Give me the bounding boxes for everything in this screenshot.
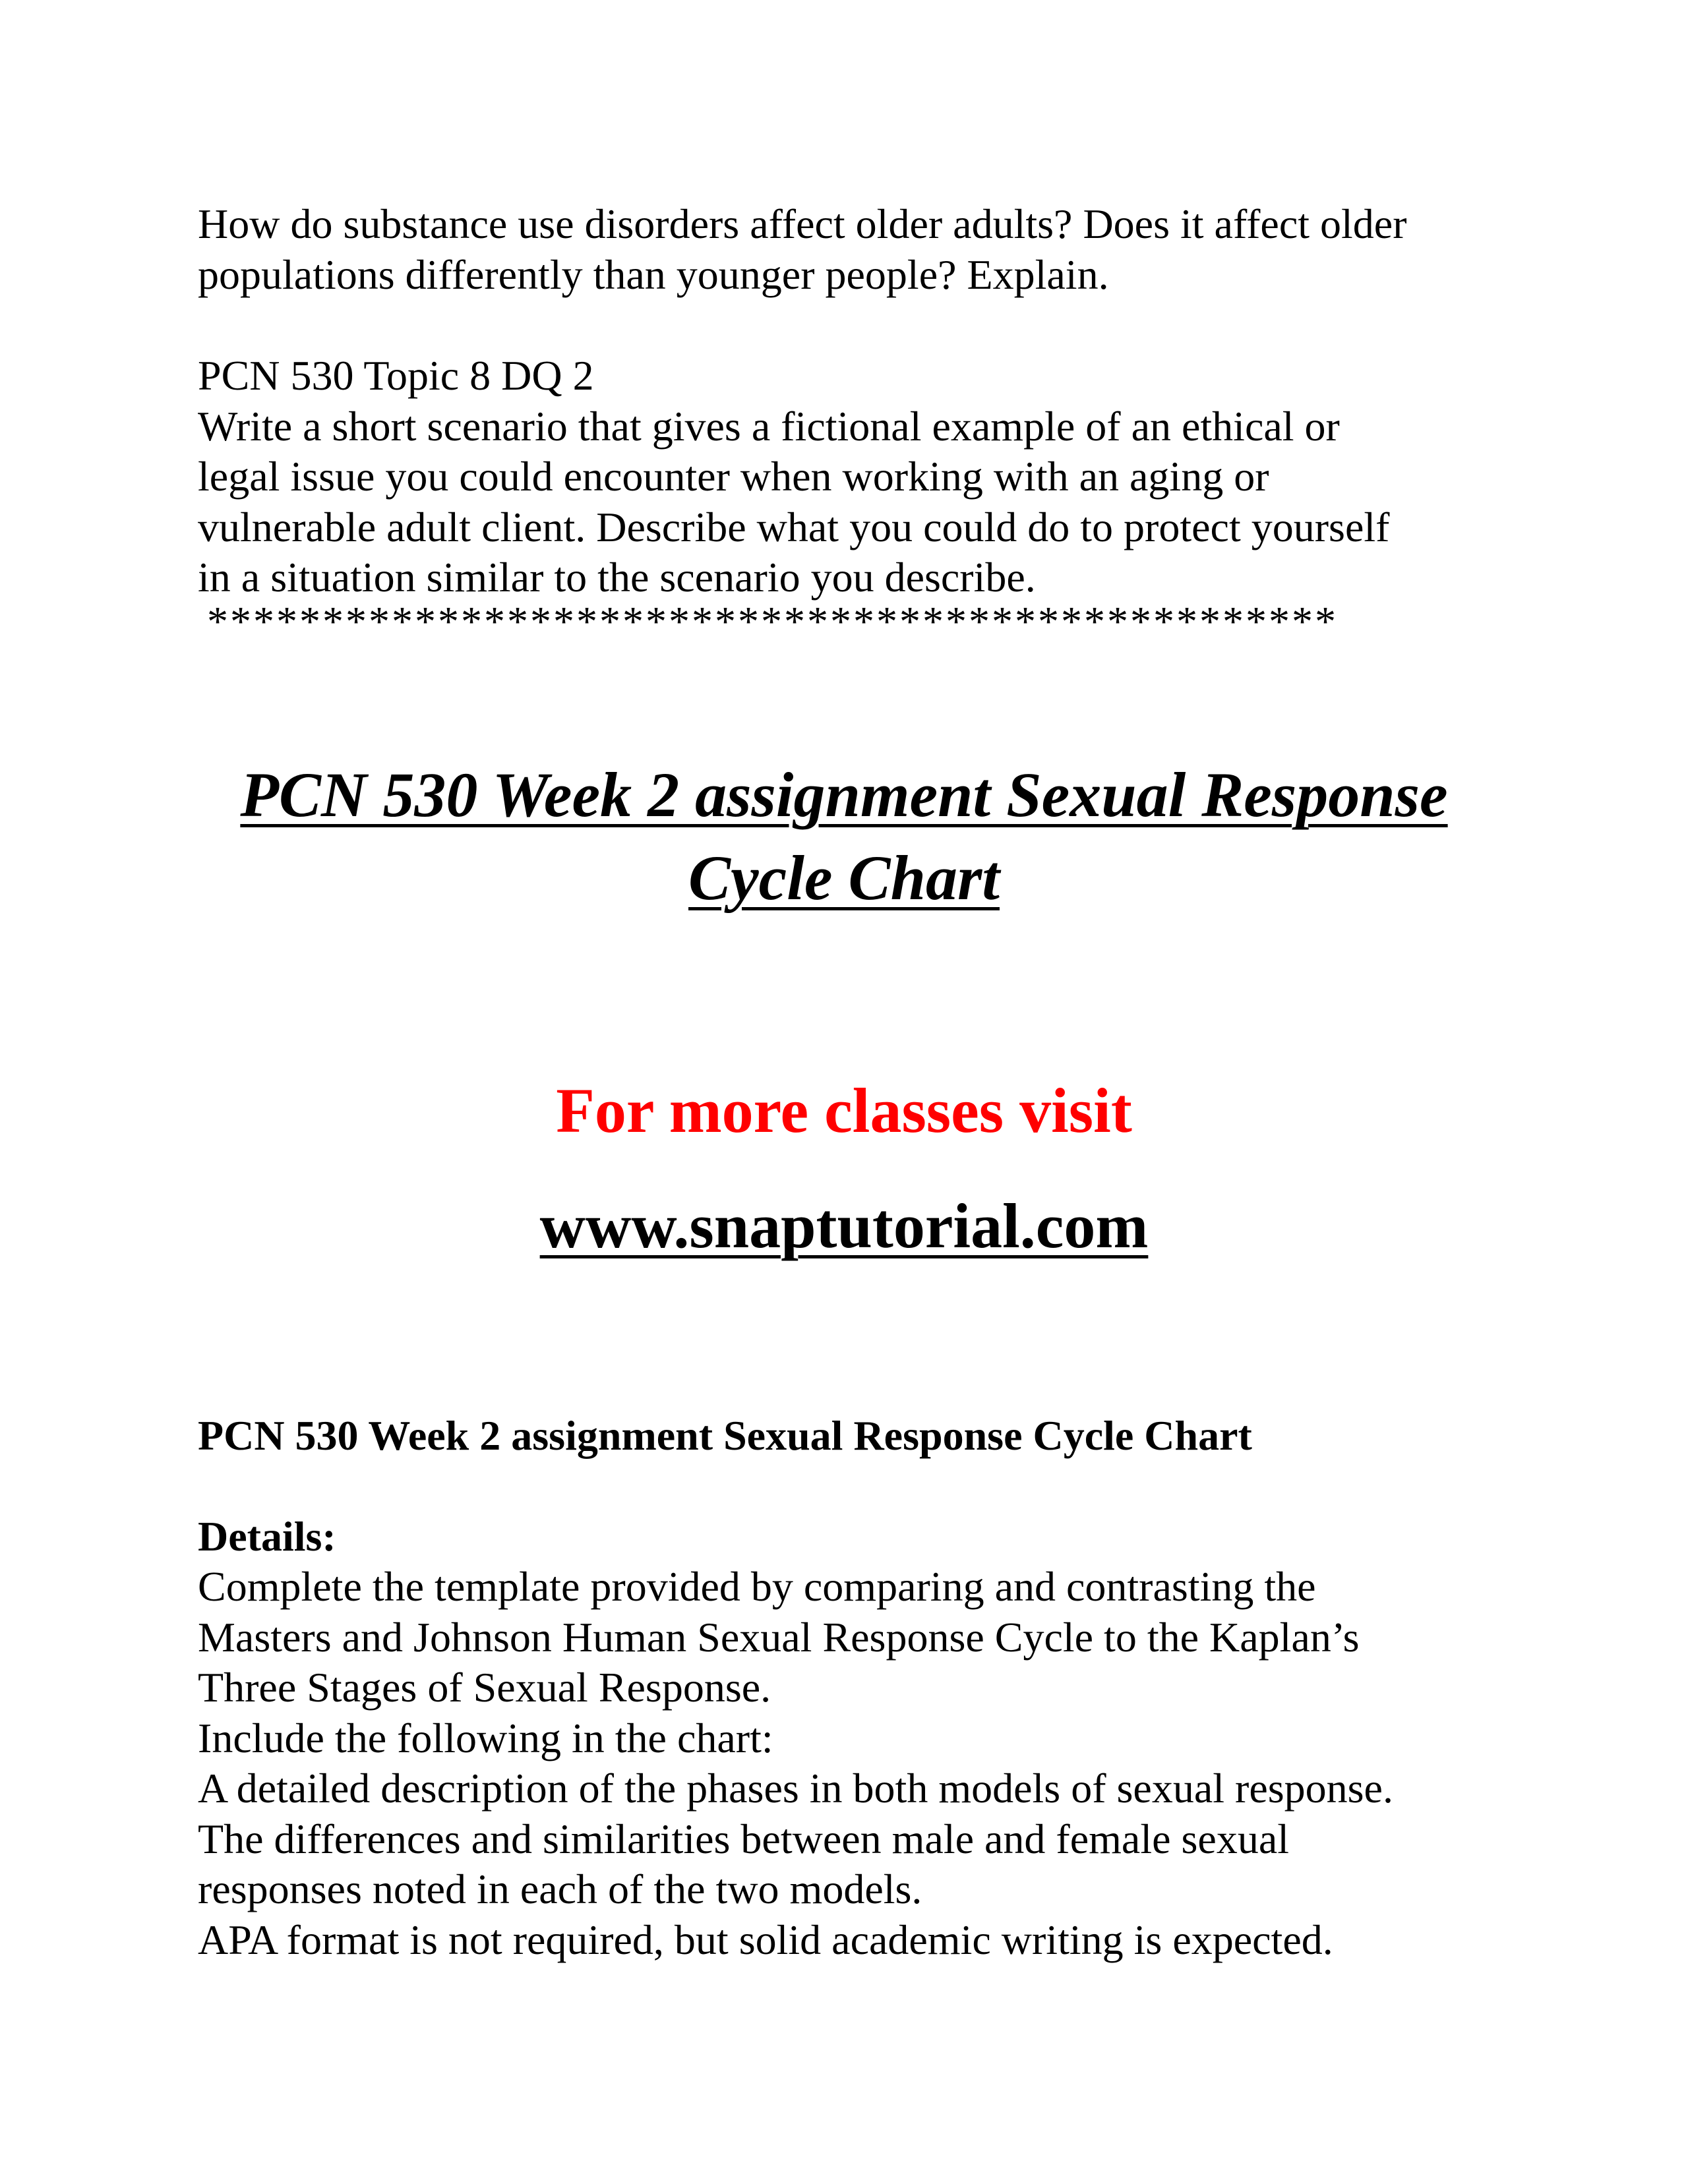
details-line: Include the following in the chart: — [198, 1714, 773, 1761]
dq-line: vulnerable adult client. Describe what you could do to protect yourself — [198, 503, 1390, 550]
details-line: APA format is not required, but solid academic writing is expected. — [198, 1916, 1333, 1963]
intro-question — [198, 199, 1490, 300]
details-heading: Details: — [198, 1513, 336, 1560]
assignment-subtitle: PCN 530 Week 2 assignment Sexual Response Cycle Chart — [198, 1412, 1252, 1459]
dq-line: Write a short scenario that gives a fictional example of an ethical or — [198, 402, 1340, 450]
details-line: Three Stages of Sexual Response. — [198, 1664, 771, 1711]
promo-text: For more classes visit — [556, 1075, 1132, 1146]
page-title-line: Cycle Chart — [688, 842, 1000, 913]
page-title-line: PCN 530 Week 2 assignment Sexual Response — [240, 759, 1448, 830]
dq-heading: PCN 530 Topic 8 DQ 2 — [198, 352, 594, 399]
asterisk-separator: ************************************************* — [207, 598, 1338, 645]
details-line: responses noted in each of the two models. — [198, 1866, 922, 1912]
details-body — [198, 1562, 1490, 1965]
page-title — [0, 753, 1688, 920]
promo-link[interactable]: www.snaptutorial.com — [539, 1191, 1149, 1261]
dq-line: legal issue you could encounter when working with an aging or — [198, 453, 1269, 500]
intro-line: populations differently than younger people? Explain. — [198, 251, 1109, 298]
discussion-question — [198, 351, 1490, 603]
details-line: Complete the template provided by comparing and contrasting the — [198, 1563, 1316, 1610]
dq-line: in a situation similar to the scenario you describe. — [198, 554, 1036, 601]
details-line: A detailed description of the phases in both models of sexual response. — [198, 1765, 1393, 1812]
details-line: The differences and similarities between male and female sexual — [198, 1815, 1289, 1862]
details-line: Masters and Johnson Human Sexual Response Cycle to the Kaplan’s — [198, 1613, 1360, 1661]
intro-line: How do substance use disorders affect older adults? Does it affect older — [198, 200, 1407, 247]
